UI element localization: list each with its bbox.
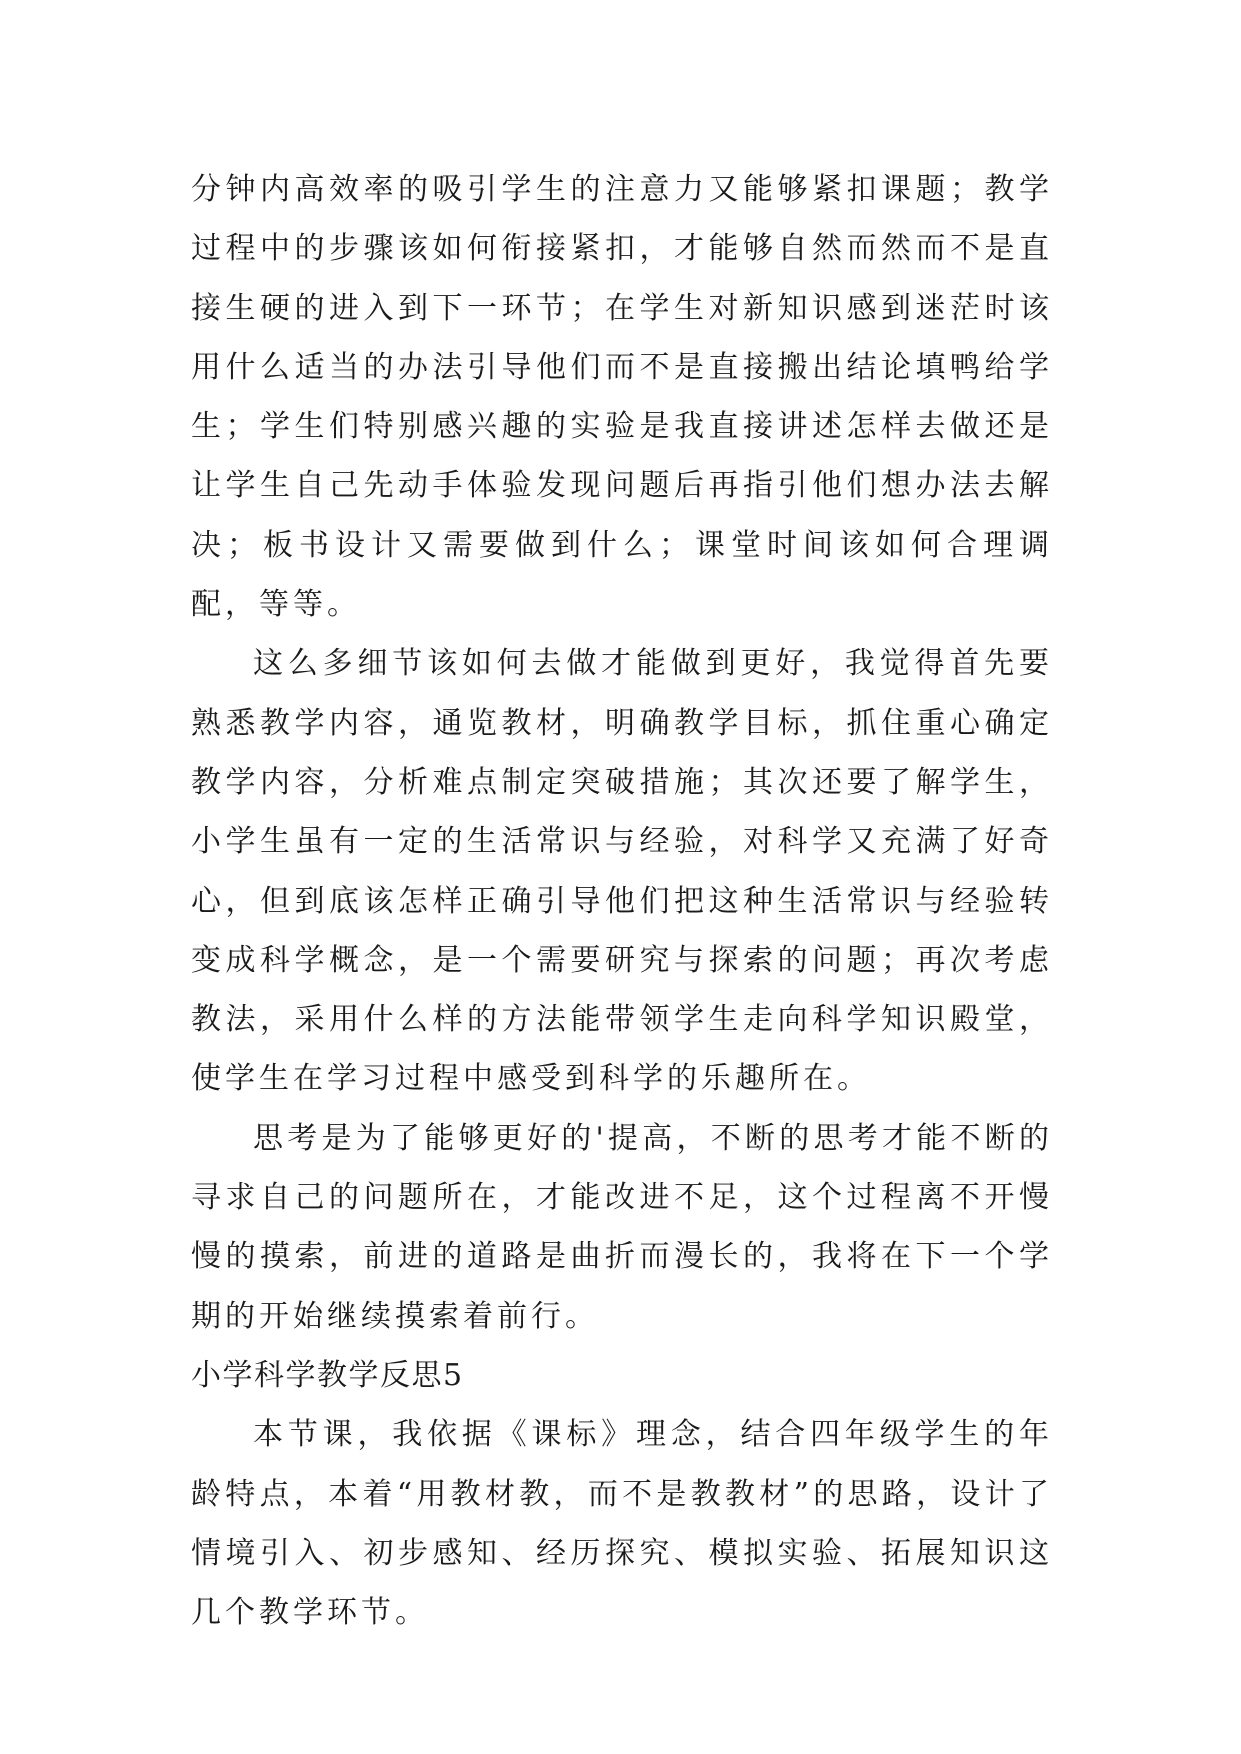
paragraph-continued: 分钟内高效率的吸引学生的注意力又能够紧扣课题；教学过程中的步骤该如何衔接紧扣，才能够自然而然而不是直接生硬的进入到下一环节；在学生对新知识感到迷茫时该用什么适当的办法引导他们而不是直接搬出结论填鸭给学生；学生们特别感兴趣的实验是我直接讲述怎样去做还是让学生自己先动手体验发现问题后再指引他们想办法去解决；板书设计又需要做到什么；课堂时间该如何合理调配，等等。: [191, 172, 1053, 623]
section-heading: 小学科学教学反思5: [191, 1357, 464, 1393]
paragraph-thinking: 思考是为了能够更好的'提高，不断的思考才能不断的寻求自己的问题所在，才能改进不足，这个过程离不开慢慢的摸索，前进的道路是曲折而漫长的，我将在下一个学期的开始继续摸索着前行。: [191, 1120, 1053, 1334]
paragraph-details: 这么多细节该如何去做才能做到更好，我觉得首先要熟悉教学内容，通览教材，明确教学目标，抓住重心确定教学内容，分析难点制定突破措施；其次还要了解学生，小学生虽有一定的生活常识与经验，对科学又充满了好奇心，但到底该怎样正确引导他们把这种生活常识与经验转变成科学概念，是一个需要研究与探索的问题；再次考虑教法，采用什么样的方法能带领学生走向科学知识殿堂，使学生在学习过程中感受到科学的乐趣所在。: [191, 646, 1053, 1097]
paragraph-lesson-design: 本节课，我依据《课标》理念，结合四年级学生的年龄特点，本着“用教材教，而不是教教材”的思路，设计了情境引入、初步感知、经历探究、模拟实验、拓展知识这几个教学环节。: [191, 1417, 1053, 1631]
document-body: [191, 160, 1053, 1642]
